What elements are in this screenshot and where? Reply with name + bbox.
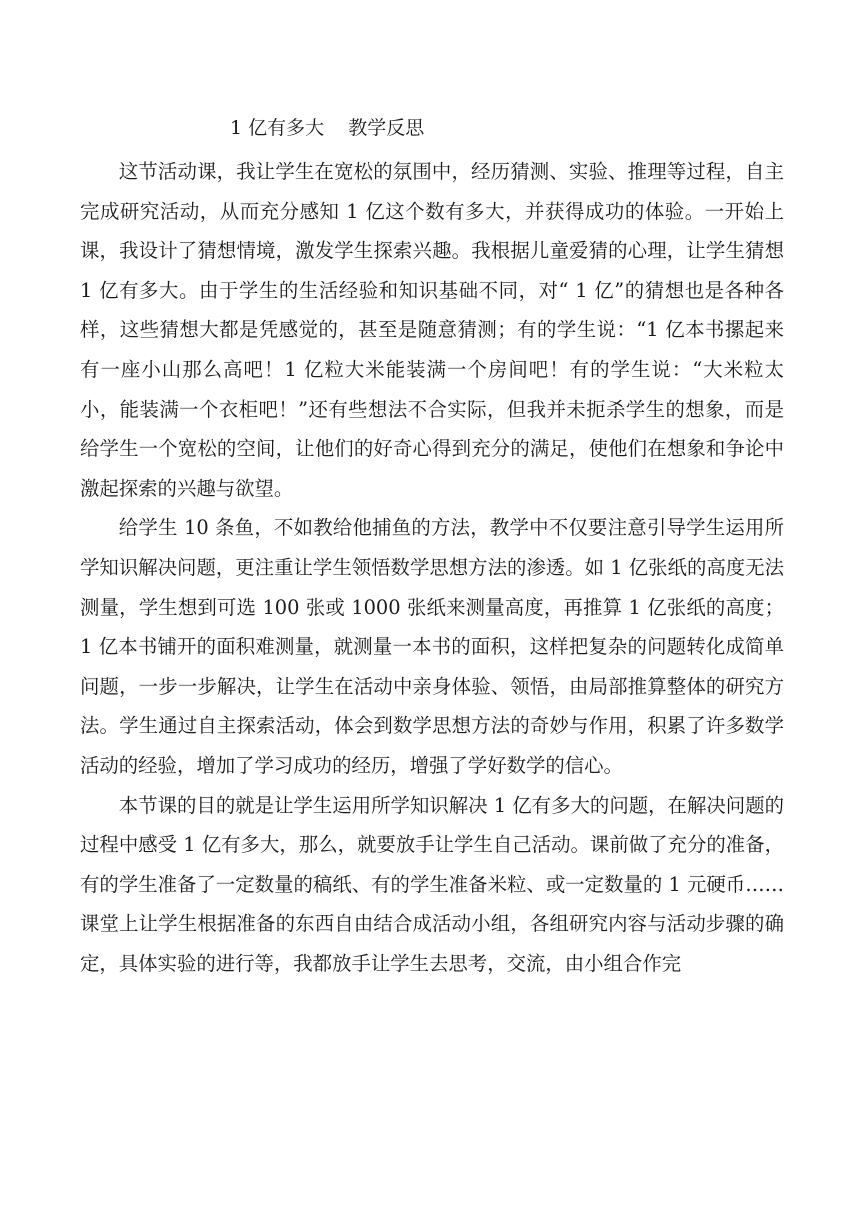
document-body: [80, 152, 784, 983]
document-title: 1 亿有多大 教学反思: [230, 117, 425, 139]
paragraph-3: 本节课的目的就是让学生运用所学知识解决 1 亿有多大的问题，在解决问题的过程中感受 1 亿有多大，那么，就要放手让学生自己活动。课前做了充分的准备，有的学生准备了一定数量的稿纸、有的学生准备米粒、或一定数量的 1 元硬币……课堂上让学生根据准备的东西自由结合成活动小组，各组研究内容与活动步骤的确定，具体实验的进行等，我都放手让学生去思考，交流，由小组合作完: [80, 793, 784, 975]
paragraph-1: 这节活动课，我让学生在宽松的氛围中，经历猜测、实验、推理等过程，自主完成研究活动，从而充分感知 1 亿这个数有多大，并获得成功的体验。一开始上课，我设计了猜想情境，激发学生探索兴趣。我根据儿童爱猜的心理，让学生猜想 1 亿有多大。由于学生的生活经验和知识基础不同，对“ 1 亿”的猜想也是各种各样，这些猜想大都是凭感觉的，甚至是随意猜测；有的学生说：“1 亿本书摞起来有一座小山那么高吧！1 亿粒大米能装满一个房间吧！有的学生说：“大米粒太小，能装满一个衣柜吧！”还有些想法不合实际，但我并未扼杀学生的想象，而是给学生一个宽松的空间，让他们的好奇心得到充分的满足，使他们在想象和争论中激起探索的兴趣与欲望。: [80, 160, 784, 500]
paragraph-2: 给学生 10 条鱼，不如教给他捕鱼的方法，教学中不仅要注意引导学生运用所学知识解决问题，更注重让学生领悟数学思想方法的渗透。如 1 亿张纸的高度无法测量，学生想到可选 100 张或 1000 张纸来测量高度，再推算 1 亿张纸的高度；1 亿本书铺开的面积难测量，就测量一本书的面积，这样把复杂的问题转化成简单问题，一步一步解决，让学生在活动中亲身体验、领悟，由局部推算整体的研究方法。学生通过自主探索活动，体会到数学思想方法的奇妙与作用，积累了许多数学活动的经验，增加了学习成功的经历，增强了学好数学的信心。: [80, 516, 784, 777]
